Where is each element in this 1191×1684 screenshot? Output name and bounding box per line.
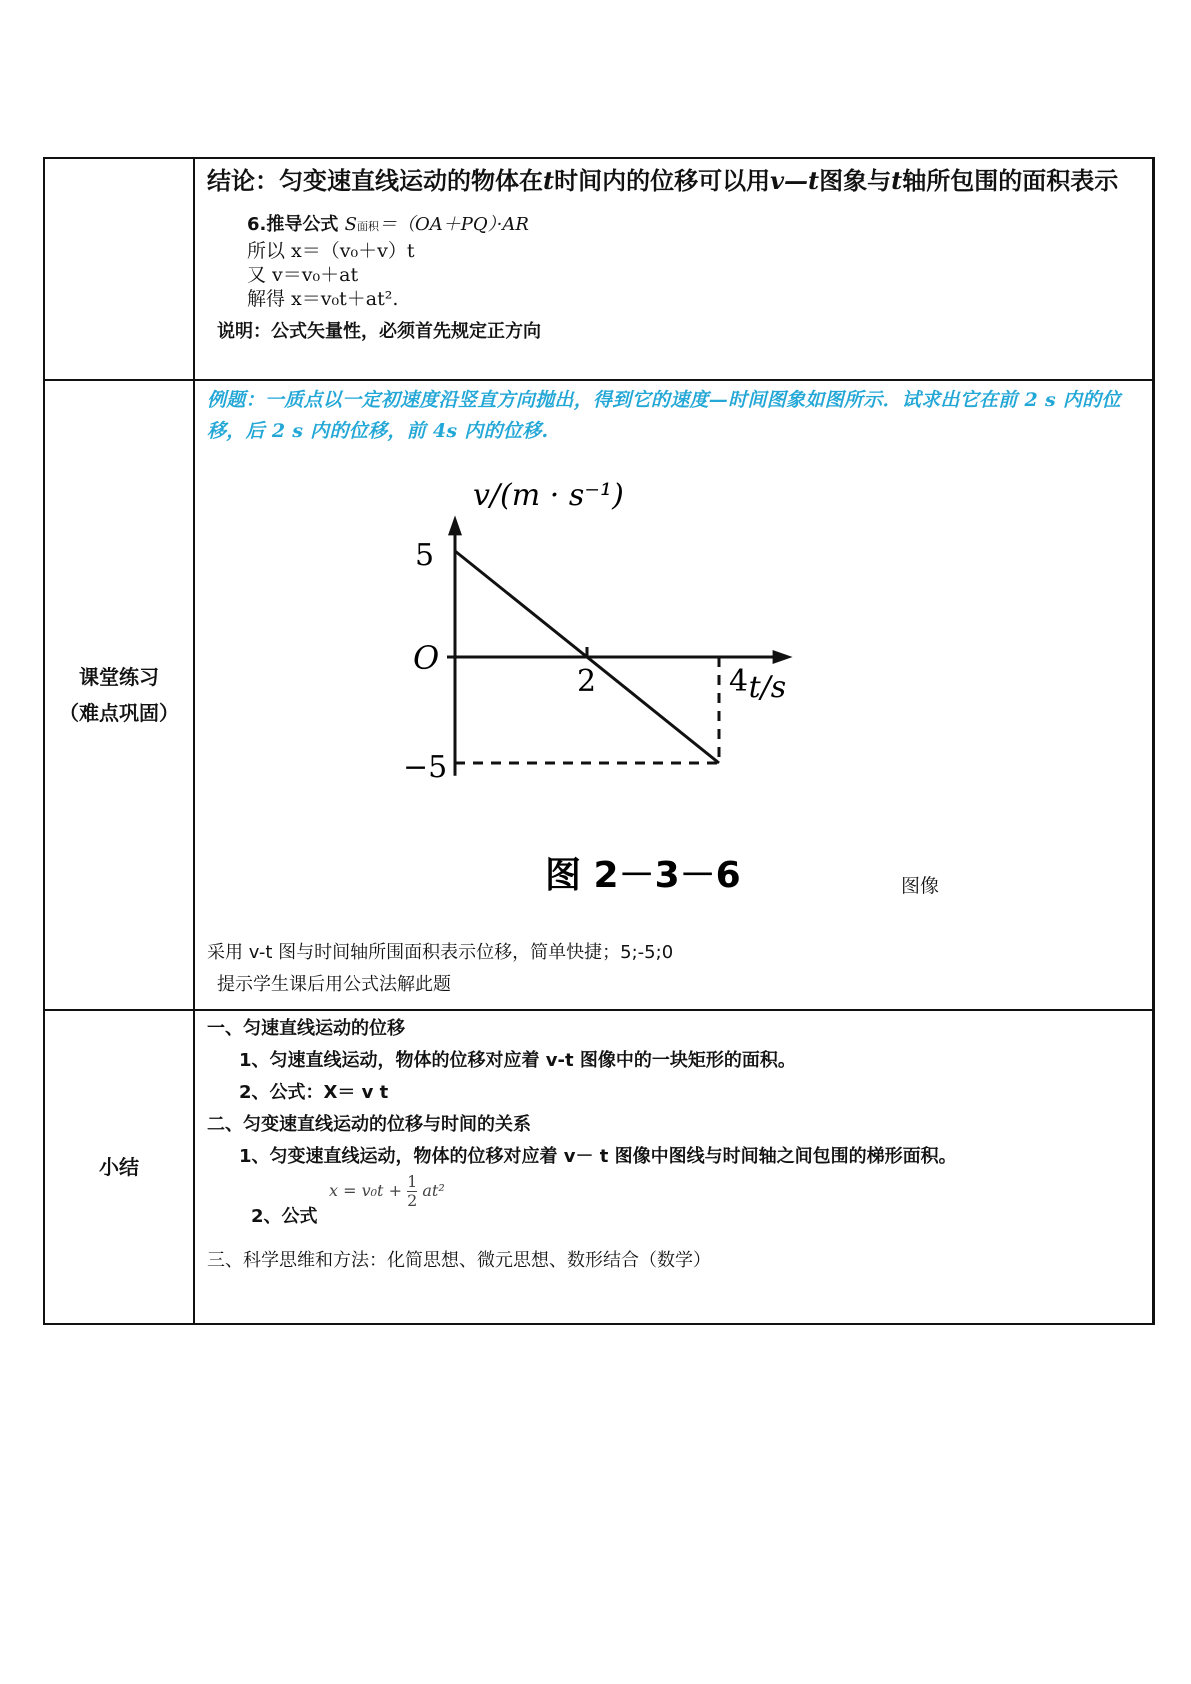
hint-text: 提示学生课后用公式法解此题 <box>217 974 451 995</box>
summary-block <box>195 1011 1152 1277</box>
summary-item-2-1: 1、匀变速直线运动，物体的位移对应着 v－ t 图像中图线与时间轴之间包围的梯形面积。 <box>239 1146 957 1167</box>
practice-label: 课堂练习 <box>79 665 159 689</box>
conclusion-row <box>44 158 1154 380</box>
y-tick-label-neg5: −5 <box>403 750 448 785</box>
row1-left-cell <box>44 158 194 380</box>
vector-note: 说明：公式矢量性，必须首先规定正方向 <box>217 321 541 342</box>
summary-label-cell: 小结 <box>44 1010 194 1324</box>
summary-content-cell <box>194 1010 1154 1324</box>
derivation-line-2: 所以 x＝（v₀＋v）t <box>247 240 415 262</box>
y-axis-label: v/(m · s⁻¹) <box>473 478 624 513</box>
summary-row <box>44 1010 1154 1324</box>
image-label: 图像 <box>901 875 940 897</box>
summary-heading-2: 二、匀变速直线运动的位移与时间的关系 <box>207 1114 531 1135</box>
row1-content-cell <box>194 158 1154 380</box>
summary-item-1-2: 2、公式：X＝ v t <box>239 1082 389 1103</box>
figure-caption: 图 2－3－6 <box>545 855 741 896</box>
example-question: 例题：一质点以一定初速度沿竖直方向抛出，得到它的速度—时间图象如图所示．试求出它在前 2 s 内的位移，后 2 s 内的位移，前 4s 内的位移. <box>207 389 1121 442</box>
y-axis-arrow <box>448 515 462 535</box>
x-axis-arrow <box>773 650 793 664</box>
practice-content-cell <box>194 380 1154 1010</box>
summary-item-1-1: 1、匀速直线运动，物体的位移对应着 v-t 图像中的一块矩形的面积。 <box>239 1050 796 1071</box>
half-fraction: $\frac{1}{2}$ <box>407 1172 418 1210</box>
x-axis-label: t/s <box>748 670 787 705</box>
practice-sublabel: （难点巩固） <box>59 701 179 725</box>
graph-area <box>195 447 1152 937</box>
practice-row <box>44 380 1154 1010</box>
summary-heading-1: 一、匀速直线运动的位移 <box>207 1018 405 1039</box>
origin-label: O <box>413 639 440 677</box>
derivation-line-4: 解得 x＝v₀t＋at². <box>247 288 399 310</box>
displacement-formula: x = v₀t + $\frac{1}{2}$ at² <box>329 1172 445 1210</box>
practice-label-cell <box>44 380 194 1010</box>
answer-text: 采用 v-t 图与时间轴所围面积表示位移，简单快捷；5;-5;0 <box>207 942 674 963</box>
x-tick-label-2: 2 <box>577 664 597 699</box>
lesson-table <box>43 157 1155 1325</box>
summary-item-2-2 <box>207 1173 1152 1231</box>
conclusion-text: 结论：匀变速直线运动的物体在t时间内的位移可以用v—t图象与t轴所包围的面积表示 <box>207 166 1119 195</box>
summary-heading-3: 三、科学思维和方法：化简思想、微元思想、数形结合（数学） <box>207 1250 711 1271</box>
derivation-line-3: 又 v＝v₀＋at <box>247 264 359 286</box>
derivation-line-1: 6.推导公式 S面积＝（OA＋PQ）·AR <box>247 214 529 235</box>
formula-label: 2、公式 <box>251 1206 318 1227</box>
derivation-block <box>195 213 1152 311</box>
x-tick-label-4: 4 <box>729 664 749 699</box>
vt-graph <box>395 457 915 927</box>
y-tick-label-5: 5 <box>415 538 435 573</box>
